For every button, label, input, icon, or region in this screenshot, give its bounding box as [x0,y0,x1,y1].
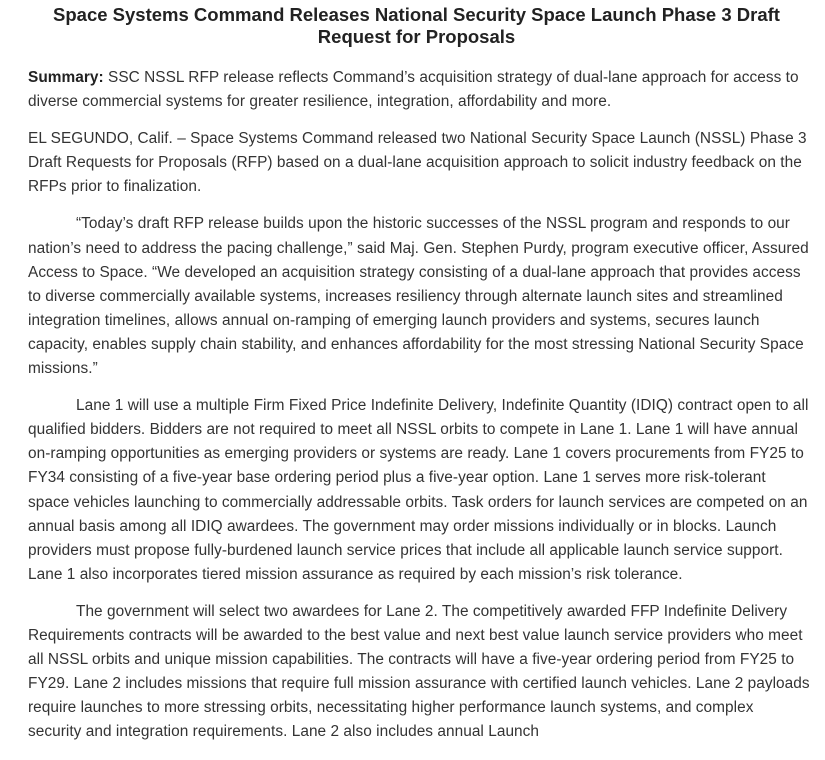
quote-paragraph: “Today’s draft RFP release builds upon the historic successes of the NSSL program and responds to our nation’s need to address the pacing challenge,” said Maj. Gen. Stephen Purdy, program executive officer, Assured Access to Space. “We developed an acquisition strategy consisting of a dual-lane approach that provides access to diverse commercially available systems, increases resiliency through alternate launch sites and streamlined integration timelines, allows annual on-ramping of emerging launch providers and systems, secures launch capacity, enables supply chain stability, and enhances affordability for the most stressing National Security Space missions.” [28,215,809,378]
summary-paragraph [28,66,810,114]
lane-1-paragraph: Lane 1 will use a multiple Firm Fixed Price Indefinite Delivery, Indefinite Quantity (IDIQ) contract open to all qualified bidders. Bidders are not required to meet all NSSL orbits to compete in Lane 1. Lane 1 will have annual on-ramping opportunities as emerging providers or systems are ready. Lane 1 covers procurements from FY25 to FY34 consisting of a five-year base ordering period plus a five-year option. Lane 1 serves more risk-tolerant space vehicles launching to commercially addressable orbits. Task orders for launch services are competed on an annual basis among all IDIQ awardees. The government may order missions individually or in blocks. Launch providers must propose fully-burdened launch service prices that include all applicable launch service support. Lane 1 also incorporates tiered mission assurance as required by each mission’s risk tolerance. [28,397,809,583]
dateline-paragraph: EL SEGUNDO, Calif. – Space Systems Command released two National Security Space Launch (NSSL) Phase 3 Draft Requests for Proposals (RFP) based on a dual-lane acquisition approach to solicit industry feedback on the RFPs prior to finalization. [28,130,807,196]
summary-label: Summary: [28,69,104,86]
summary-text: SSC NSSL RFP release reflects Command’s acquisition strategy of dual-lane approach for access to diverse commercial systems for greater resilience, integration, affordability and more. [28,69,799,111]
article-title: Space Systems Command Releases National Security Space Launch Phase 3 Draft Request for Proposals [53,4,780,47]
lane-2-paragraph: The government will select two awardees for Lane 2. The competitively awarded FFP Indefinite Delivery Requirements contracts will be awarded to the best value and next best value launch service providers who meet all NSSL orbits and unique mission capabilities. The contracts will have a five-year ordering period from FY25 to FY29. Lane 2 includes missions that require full mission assurance with certified launch vehicles. Lane 2 payloads require launches to more stressing orbits, necessitating higher performance launch systems, and complex security and integration requirements. Lane 2 also includes annual Launch [28,602,810,741]
